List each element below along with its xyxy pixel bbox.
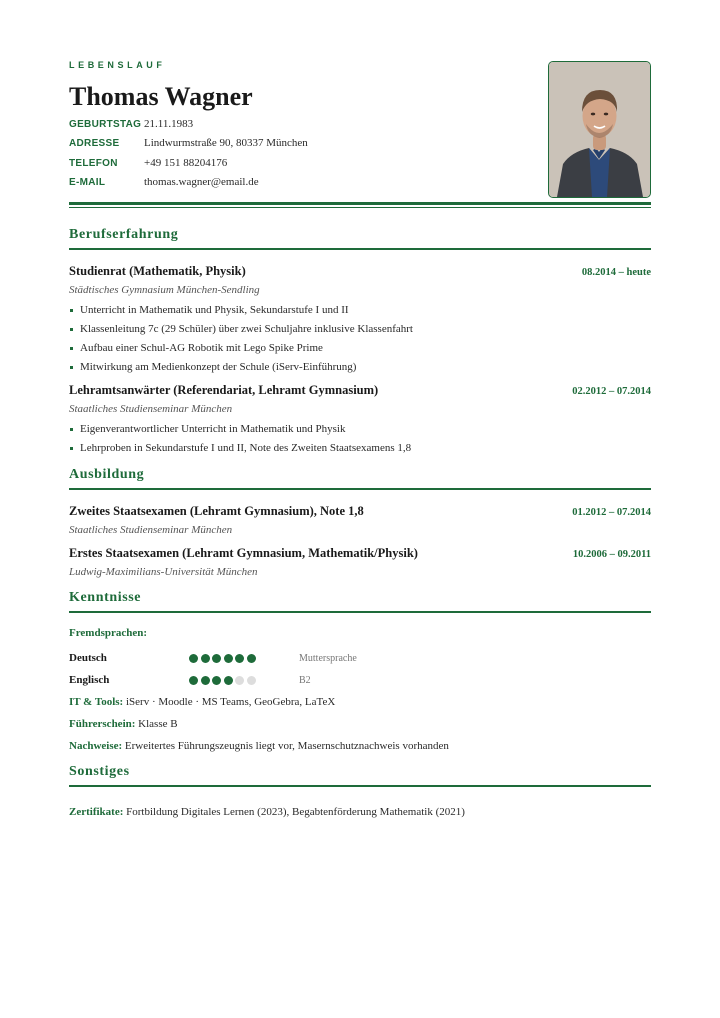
education-section bbox=[69, 467, 651, 578]
entry-title: Lehramtsanwärter (Referendariat, Lehramt Gymnasium) bbox=[69, 383, 379, 397]
entry-header bbox=[69, 546, 651, 561]
resume-header bbox=[69, 0, 651, 210]
info-value: thomas.wagner@email.de bbox=[144, 176, 259, 189]
document-kicker: LEBENSLAUF bbox=[69, 60, 166, 70]
skills-section bbox=[69, 590, 651, 757]
entry-date: 08.2014 – heute bbox=[581, 267, 651, 278]
certificates-label: Zertifikate: bbox=[69, 806, 124, 818]
experience-entry bbox=[69, 264, 651, 377]
info-row-email bbox=[69, 176, 308, 195]
it-tools-label: IT & Tools: bbox=[69, 696, 124, 708]
certificates-row bbox=[69, 801, 651, 823]
entry-date: 10.2006 – 09.2011 bbox=[572, 549, 651, 560]
info-value: +49 151 88204176 bbox=[144, 156, 228, 169]
entry-title: Zweites Staatsexamen (Lehramt Gymnasium), Note 1,8 bbox=[69, 504, 364, 518]
header-divider bbox=[69, 202, 651, 205]
info-label: E-MAIL bbox=[69, 177, 106, 189]
rating-dot-filled bbox=[247, 654, 256, 663]
other-section bbox=[69, 764, 651, 823]
info-label: GEBURTSTAG bbox=[69, 119, 142, 130]
info-row-phone bbox=[69, 157, 308, 176]
entry-title: Erstes Staatsexamen (Lehramt Gymnasium, Mathematik/Physik) bbox=[69, 546, 418, 560]
rating-dot-filled bbox=[212, 676, 221, 685]
entry-organization: Ludwig-Maximilians-Universität München bbox=[69, 566, 258, 578]
portrait-illustration bbox=[549, 62, 650, 197]
entry-organization: Staatliches Studienseminar München bbox=[69, 524, 233, 536]
info-row-address bbox=[69, 137, 308, 156]
rating-dot-filled bbox=[189, 676, 198, 685]
it-tools-value: iServ · Moodle · MS Teams, GeoGebra, LaTeX bbox=[125, 696, 336, 708]
language-name: Deutsch bbox=[69, 652, 107, 664]
entry-header bbox=[69, 383, 651, 398]
language-name: Englisch bbox=[69, 674, 110, 686]
entry-organization: Städtisches Gymnasium München-Sendling bbox=[69, 284, 260, 296]
proof-value: Erweitertes Führungszeugnis liegt vor, Masernschutznachweis vorhanden bbox=[124, 740, 449, 752]
rating-dot-filled bbox=[201, 654, 210, 663]
languages-label: Fremdsprachen: bbox=[69, 627, 148, 639]
entry-date: 02.2012 – 07.2014 bbox=[572, 386, 651, 397]
section-title-education: Ausbildung bbox=[69, 467, 651, 490]
info-label: TELEFON bbox=[69, 157, 118, 169]
info-value: Lindwurmstraße 90, 80337 München bbox=[144, 137, 308, 150]
entry-header bbox=[69, 264, 651, 279]
proof-label: Nachweise: bbox=[69, 740, 123, 752]
entry-date: 01.2012 – 07.2014 bbox=[572, 507, 651, 518]
certificates-value: Fortbildung Digitales Lernen (2023), Begabtenförderung Mathematik (2021) bbox=[126, 806, 465, 818]
rating-dot-filled bbox=[235, 654, 244, 663]
rating-dot-filled bbox=[224, 654, 233, 663]
section-title-other: Sonstiges bbox=[69, 764, 651, 787]
rating-dot-filled bbox=[224, 676, 233, 685]
entry-organization: Staatliches Studienseminar München bbox=[69, 403, 233, 415]
language-level: Muttersprache bbox=[299, 652, 357, 664]
entry-bullets bbox=[69, 420, 651, 458]
rating-dot-filled bbox=[201, 676, 210, 685]
entry-title: Studienrat (Mathematik, Physik) bbox=[69, 264, 246, 278]
rating-dot-empty bbox=[235, 676, 244, 685]
rating-dot-empty bbox=[247, 676, 256, 685]
language-row bbox=[69, 647, 651, 669]
language-row bbox=[69, 669, 651, 691]
section-title-experience: Berufserfahrung bbox=[69, 227, 651, 250]
experience-section bbox=[69, 227, 651, 458]
bullet-item: Klassenleitung 7c (29 Schüler) über zwei Schuljahre inklusive Klassenfahrt bbox=[69, 320, 651, 339]
language-rating bbox=[189, 654, 299, 663]
entry-header bbox=[69, 504, 651, 519]
bullet-item: Unterricht in Mathematik und Physik, Sekundarstufe I und II bbox=[69, 301, 651, 320]
it-tools-row bbox=[69, 691, 651, 713]
language-level: B2 bbox=[299, 674, 311, 686]
education-entry bbox=[69, 504, 651, 536]
license-label: Führerschein: bbox=[69, 718, 136, 730]
experience-entry bbox=[69, 383, 651, 458]
profile-photo bbox=[548, 61, 651, 198]
rating-dot-filled bbox=[189, 654, 198, 663]
language-rating bbox=[189, 676, 299, 685]
info-row-birthday bbox=[69, 118, 308, 137]
license-row bbox=[69, 713, 651, 735]
bullet-item: Aufbau einer Schul-AG Robotik mit Lego Spike Prime bbox=[69, 339, 651, 358]
contact-info bbox=[69, 118, 308, 196]
bullet-item: Lehrproben in Sekundarstufe I und II, Note des Zweiten Staatsexamens 1,8 bbox=[69, 439, 651, 458]
entry-bullets bbox=[69, 301, 651, 377]
education-entry bbox=[69, 546, 651, 578]
license-value: Klasse B bbox=[138, 718, 178, 730]
section-title-skills: Kenntnisse bbox=[69, 590, 651, 613]
bullet-item: Eigenverantwortlicher Unterricht in Mathematik und Physik bbox=[69, 420, 651, 439]
rating-dot-filled bbox=[212, 654, 221, 663]
person-name: Thomas Wagner bbox=[69, 82, 253, 111]
info-value: 21.11.1983 bbox=[144, 118, 194, 130]
bullet-item: Mitwirkung am Medienkonzept der Schule (iServ-Einführung) bbox=[69, 358, 651, 377]
info-label: ADRESSE bbox=[69, 138, 120, 150]
proof-row bbox=[69, 735, 651, 757]
